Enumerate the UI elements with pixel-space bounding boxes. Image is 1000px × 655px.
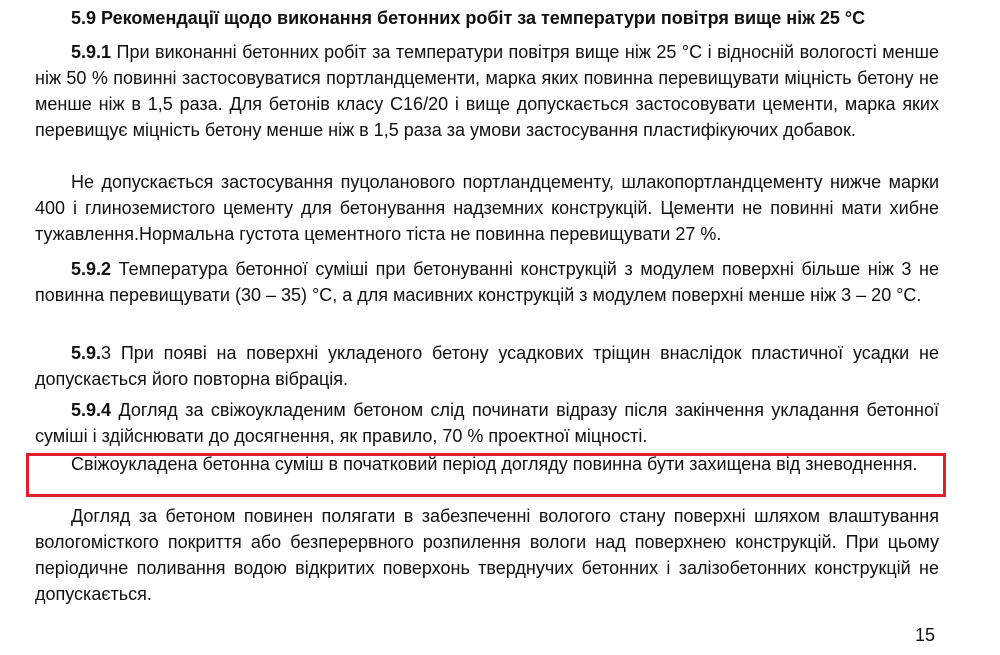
clause-number: 5.9.1 xyxy=(71,42,112,62)
paragraph-5-9-4 xyxy=(35,397,939,449)
highlight-box xyxy=(26,453,946,497)
paragraph-text: 3 При появі на поверхні укладеного бетону усадкових тріщин внаслідок пластичної усадки не допускається його повторна вібрація. xyxy=(35,343,939,389)
paragraph-5-9-2 xyxy=(35,256,939,308)
paragraph-text: Догляд за свіжоукладеним бетоном слід починати відразу після закінчення укладання бетонної суміші і здійснювати до досягнення, як правило, 70 % проектної міцності. xyxy=(35,400,939,446)
clause-number: 5.9. xyxy=(71,343,102,363)
paragraph-text: При виконанні бетонних робіт за температури повітря вище ніж 25 °С і відносній вологості менше ніж 50 % повинні застосовуватися портландцементи, марка яких повинна перевищувати міцність бетону не менше ніж в 1,5 раза. Для бетонів класу С16/20 і вище допускається застосовувати цементи, марка яких перевищує міцність бетону менше ніж в 1,5 раза за умови застосування пластифікуючих добавок. xyxy=(35,42,939,140)
paragraph-5-9-3 xyxy=(35,340,939,392)
paragraph-text: Не допускається застосування пуцоланового портландцементу, шлакопортландцементу нижче марки 400 і глиноземистого цементу для бетонування надземних конструкцій. Цементи не повинні мати хибне тужавлення.Нормальна густота цементного тіста не повинна перевищувати 27 %. xyxy=(35,172,939,244)
clause-number: 5.9.2 xyxy=(71,259,112,279)
paragraph-text: Догляд за бетоном повинен полягати в забезпеченні вологого стану поверхні шляхом влаштування вологомісткого покриття або безперервного розпилення вологи над поверхнею конструкцій. При цьому періодичне поливання водою відкритих поверхонь тверднучих бетонних і залізобетонних конструкцій не допускається. xyxy=(35,506,939,604)
section-heading: 5.9 Рекомендації щодо виконання бетонних робіт за температури повітря вище ніж 25 °С xyxy=(71,8,866,28)
page-number: 15 xyxy=(915,625,936,645)
paragraph-5-9-1 xyxy=(35,39,939,143)
paragraph-text: Температура бетонної суміші при бетонуванні конструкцій з модулем поверхні більше ніж 3 не повинна перевищувати (30 – 35) °С, а для масивних конструкцій з модулем поверхні менше ніж 3 – 20 °С. xyxy=(35,259,939,305)
paragraph-curing-method xyxy=(35,503,939,607)
paragraph-cement-restrictions xyxy=(35,169,939,247)
clause-number: 5.9.4 xyxy=(71,400,112,420)
paragraph-text: Свіжоукладена бетонна суміш в початковий період догляду повинна бути захищена від зневоднення. xyxy=(71,454,918,474)
